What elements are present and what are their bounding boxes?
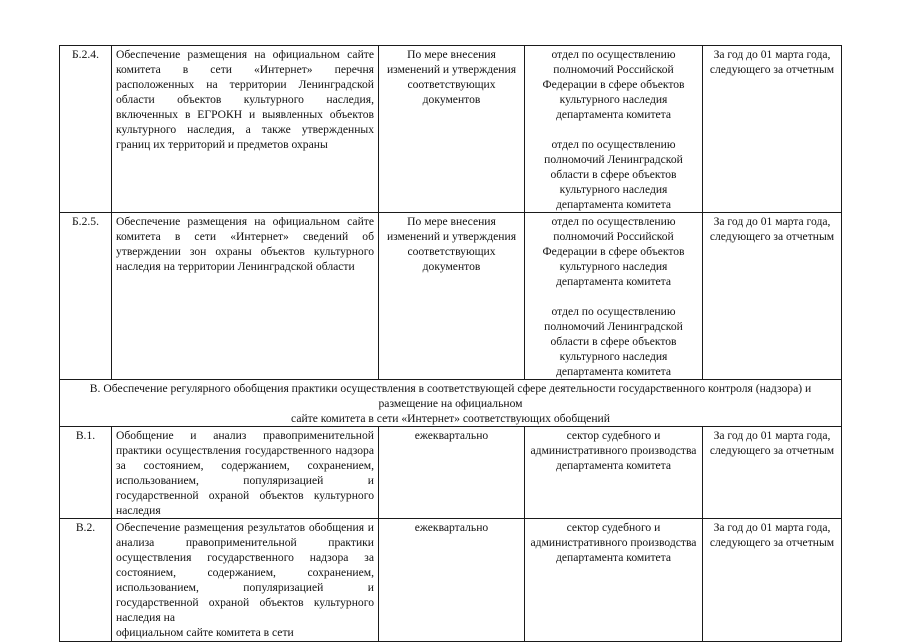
row-period: ежеквартально bbox=[379, 519, 525, 642]
row-responsible bbox=[525, 46, 703, 213]
responsible-dept-rf: отдел по осуществлению полномочий Российской Федерации в сфере объектов культурного наследия департамента комитета bbox=[542, 48, 685, 121]
row-deadline: За год до 01 марта года, следующего за отчетным bbox=[703, 213, 842, 380]
table-row-b-2-4 bbox=[60, 46, 842, 213]
row-period: По мере внесения изменений и утверждения соответствующих документов bbox=[379, 46, 525, 213]
row-responsible: сектор судебного и административного производства департамента комитета bbox=[525, 519, 703, 642]
row-responsible bbox=[525, 213, 703, 380]
section-heading-line1: В. Обеспечение регулярного обобщения практики осуществления в соответствующей сфере деятельности государственного контроля (надзора) и размещение на официальном bbox=[89, 382, 812, 410]
table-row-b-2-5 bbox=[60, 213, 842, 380]
row-deadline: За год до 01 марта года, следующего за отчетным bbox=[703, 427, 842, 519]
section-heading-row bbox=[60, 380, 842, 427]
row-description-cut-line: официальном сайте комитета в сети bbox=[116, 626, 294, 639]
row-number: В.1. bbox=[60, 427, 112, 519]
row-number: Б.2.5. bbox=[60, 213, 112, 380]
row-number: В.2. bbox=[60, 519, 112, 642]
row-description bbox=[112, 519, 379, 642]
section-heading-line2: сайте комитета в сети «Интернет» соответствующих обобщений bbox=[291, 412, 610, 425]
row-deadline: За год до 01 марта года, следующего за отчетным bbox=[703, 46, 842, 213]
row-number: Б.2.4. bbox=[60, 46, 112, 213]
section-heading bbox=[60, 380, 842, 427]
responsible-dept-lo: отдел по осуществлению полномочий Ленинградской области в сфере объектов культурного наследия департамента комитета bbox=[544, 138, 683, 211]
row-period: По мере внесения изменений и утверждения соответствующих документов bbox=[379, 213, 525, 380]
row-description: Обобщение и анализ правоприменительной практики осуществления государственного надзора за состоянием, содержанием, сохранением, использованием, популяризацией и государственной охраной объектов культурного наследия bbox=[112, 427, 379, 519]
table-row-v-2 bbox=[60, 519, 842, 642]
row-responsible: сектор судебного и административного производства департамента комитета bbox=[525, 427, 703, 519]
row-period: ежеквартально bbox=[379, 427, 525, 519]
table-row-v-1 bbox=[60, 427, 842, 519]
row-description: Обеспечение размещения на официальном сайте комитета в сети «Интернет» перечня расположенных на территории Ленинградской области объектов культурного наследия, включенных в ЕГРОКН и выявленных объектов культурного наследия, а также утвержденных границ их территорий и предметов охраны bbox=[112, 46, 379, 213]
row-description: Обеспечение размещения на официальном сайте комитета в сети «Интернет» сведений об утверждении зон охраны объектов культурного наследия на территории Ленинградской области bbox=[112, 213, 379, 380]
row-deadline: За год до 01 марта года, следующего за отчетным bbox=[703, 519, 842, 642]
responsible-dept-lo: отдел по осуществлению полномочий Ленинградской области в сфере объектов культурного наследия департамента комитета bbox=[544, 305, 683, 378]
responsible-dept-rf: отдел по осуществлению полномочий Российской Федерации в сфере объектов культурного наследия департамента комитета bbox=[542, 215, 685, 288]
plan-table bbox=[59, 45, 842, 642]
row-description-text: Обеспечение размещения результатов обобщения и анализа правоприменительной практики осуществления государственного надзора за состоянием, содержанием, сохранением, использованием, популяризацией и государственной охраной объектов культурного наследия на bbox=[116, 521, 374, 624]
